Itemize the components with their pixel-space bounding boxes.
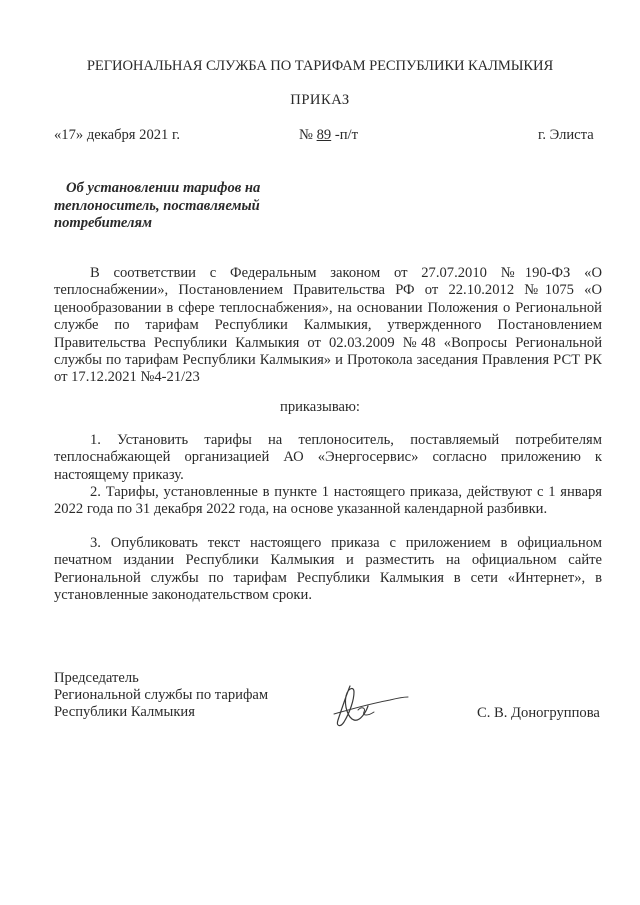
document-type: ПРИКАЗ bbox=[290, 92, 350, 108]
subject-line: Об установлении тарифов на bbox=[66, 180, 261, 196]
order-item-1: 1. Установить тарифы на теплоноситель, поставляемый потребителям теплоснабжающей организацией АО «Энергосервис» согласно приложению к настоящему приказу. bbox=[54, 432, 602, 483]
subject-line: потребителям bbox=[54, 215, 153, 231]
order-number-suffix: -п/т bbox=[334, 127, 358, 143]
order-subject bbox=[54, 180, 284, 233]
order-city: г. Элиста bbox=[538, 127, 594, 143]
order-number bbox=[299, 127, 358, 144]
order-item-3: 3. Опубликовать текст настоящего приказа с приложением в официальном печатном издании Республики Калмыкия и разместить на официальном сайте Региональной службы по тарифам Республики Калмыкия в сети «Интернет», в установленные законодательством сроки. bbox=[54, 535, 602, 604]
signatory-position bbox=[54, 670, 268, 722]
order-item-2: 2. Тарифы, установленные в пункте 1 настоящего приказа, действуют с 1 января 2022 года по 31 декабря 2022 года, на основе указанной календарной разбивки. bbox=[54, 484, 602, 518]
position-line: Председатель bbox=[54, 670, 139, 686]
signer-name: С. В. Доногруппова bbox=[477, 705, 600, 721]
organization-title: РЕГИОНАЛЬНАЯ СЛУЖБА ПО ТАРИФАМ РЕСПУБЛИКИ КАЛМЫКИЯ bbox=[86, 58, 554, 74]
command-word: приказываю: bbox=[280, 399, 360, 415]
subject-line: теплоноситель, поставляемый bbox=[54, 197, 260, 214]
preamble-paragraph: В соответствии с Федеральным законом от 27.07.2010 №190-ФЗ «О теплоснабжении», Постановлением Правительства РФ от 22.10.2012 №1075 «О ценообразовании в сфере теплоснабжения», на основании Положения о Региональной службе по тарифам Республики Калмыкия, утвержденного Постановлением Правительства Республики Калмыкия от 02.03.2009 №48 «Вопросы Региональной службы по тарифам Республики Калмыкия» и Протокола заседания Правления РСТ РК от 17.12.2021 №4-21/23 bbox=[54, 265, 602, 386]
order-number-value: 89 bbox=[316, 127, 332, 143]
position-line: Региональной службы по тарифам bbox=[54, 687, 269, 704]
order-date: «17» декабря 2021 г. bbox=[54, 127, 180, 143]
handwritten-signature-image bbox=[328, 680, 410, 732]
order-number-prefix: № bbox=[299, 127, 313, 143]
position-line: Республики Калмыкия bbox=[54, 704, 195, 721]
